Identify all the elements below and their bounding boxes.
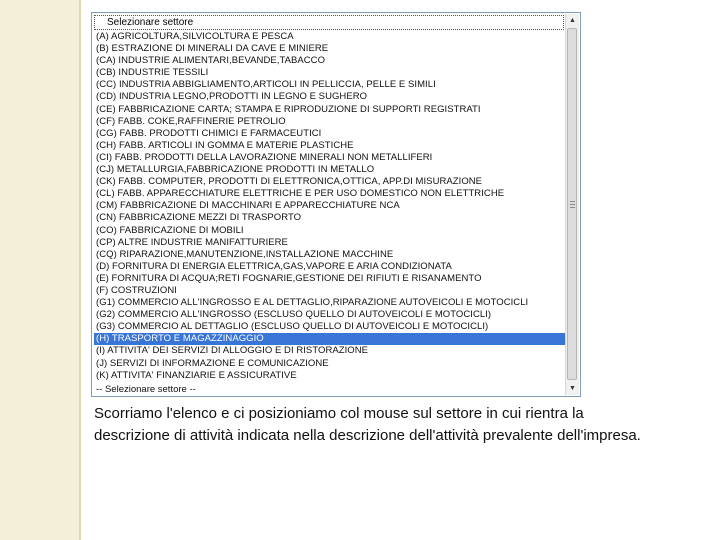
list-item[interactable]: (CE) FABBRICAZIONE CARTA; STAMPA E RIPRODUZIONE DI SUPPORTI REGISTRATI — [96, 103, 481, 115]
list-item[interactable]: (J) SERVIZI DI INFORMAZIONE E COMUNICAZIONE — [96, 357, 329, 369]
vertical-scrollbar[interactable] — [565, 14, 579, 395]
list-item[interactable]: (CK) FABB. COMPUTER, PRODOTTI DI ELETTRONICA,OTTICA, APP.DI MISURAZIONE — [96, 176, 483, 188]
decorative-left-band-edge — [79, 0, 81, 540]
list-item-selected[interactable]: (H) TRASPORTO E MAGAZZINAGGIO — [94, 333, 566, 345]
list-item[interactable]: (CC) INDUSTRIA ABBIGLIAMENTO,ARTICOLI IN PELLICCIA, PELLE E SIMILI — [96, 79, 436, 91]
instruction-caption — [94, 403, 709, 447]
sector-listbox[interactable] — [91, 12, 581, 397]
list-item[interactable]: (CB) INDUSTRIE TESSILI — [96, 67, 209, 79]
list-item[interactable]: (CF) FABB. COKE,RAFFINERIE PETROLIO — [96, 115, 286, 127]
listbox-header: Selezionare settore — [94, 15, 564, 30]
scroll-up-arrow-icon[interactable]: ▲ — [569, 17, 576, 24]
list-item[interactable]: (CG) FABB. PRODOTTI CHIMICI E FARMACEUTICI — [96, 127, 322, 139]
list-item[interactable]: (K) ATTIVITA' FINANZIARIE E ASSICURATIVE — [96, 369, 297, 381]
list-item[interactable]: (CH) FABB. ARTICOLI IN GOMMA E MATERIE PLASTICHE — [96, 139, 354, 151]
list-item[interactable]: (CD) INDUSTRIA LEGNO,PRODOTTI IN LEGNO E SUGHERO — [96, 91, 368, 103]
list-item[interactable]: (B) ESTRAZIONE DI MINERALI DA CAVE E MINIERE — [96, 43, 329, 55]
list-item[interactable]: (D) FORNITURA DI ENERGIA ELETTRICA,GAS,VAPORE E ARIA CONDIZIONATA — [96, 260, 452, 272]
list-item[interactable]: (CQ) RIPARAZIONE,MANUTENZIONE,INSTALLAZIONE MACCHINE — [96, 248, 394, 260]
decorative-left-band — [0, 0, 79, 540]
list-item[interactable]: (CO) FABBRICAZIONE DI MOBILI — [96, 224, 244, 236]
list-item[interactable]: (E) FORNITURA DI ACQUA;RETI FOGNARIE,GESTIONE DEI RIFIUTI E RISANAMENTO — [96, 272, 482, 284]
list-item[interactable]: (G2) COMMERCIO ALL'INGROSSO (ESCLUSO QUELLO DI AUTOVEICOLI E MOTOCICLI) — [96, 309, 492, 321]
list-item[interactable]: (F) COSTRUZIONI — [96, 284, 177, 296]
list-item[interactable]: (I) ATTIVITA' DEI SERVIZI DI ALLOGGIO E DI RISTORAZIONE — [96, 345, 369, 357]
list-item[interactable]: (CL) FABB. APPARECCHIATURE ELETTRICHE E PER USO DOMESTICO NON ELETTRICHE — [96, 188, 505, 200]
listbox-items[interactable] — [94, 31, 566, 386]
grip-line — [570, 204, 575, 205]
list-item[interactable]: (CN) FABBRICAZIONE MEZZI DI TRASPORTO — [96, 212, 302, 224]
list-item[interactable]: (A) AGRICOLTURA,SILVICOLTURA E PESCA — [96, 31, 294, 42]
caption-line-1: Scorriamo l'elenco e ci posizioniamo col mouse sul settore in cui rientra la — [94, 405, 584, 422]
list-item[interactable]: (G1) COMMERCIO ALL'INGROSSO E AL DETTAGLIO,RIPARAZIONE AUTOVEICOLI E MOTOCICLI — [96, 297, 529, 309]
list-item[interactable]: (CP) ALTRE INDUSTRIE MANIFATTURIERE — [96, 236, 288, 248]
listbox-footer-option[interactable]: -- Selezionare settore -- — [96, 384, 196, 395]
list-item[interactable]: (CM) FABBRICAZIONE DI MACCHINARI E APPARECCHIATURE NCA — [96, 200, 400, 212]
list-item[interactable]: (CI) FABB. PRODOTTI DELLA LAVORAZIONE MINERALI NON METALLIFERI — [96, 151, 433, 163]
list-item[interactable]: (CJ) METALLURGIA,FABBRICAZIONE PRODOTTI IN METALLO — [96, 164, 375, 176]
caption-line-2: descrizione di attività indicata nella descrizione dell'attività prevalente dell'impresa. — [94, 427, 641, 444]
grip-line — [570, 207, 575, 208]
list-item[interactable]: (G3) COMMERCIO AL DETTAGLIO (ESCLUSO QUELLO DI AUTOVEICOLI E MOTOCICLI) — [96, 321, 489, 333]
list-item[interactable]: (CA) INDUSTRIE ALIMENTARI,BEVANDE,TABACCO — [96, 55, 326, 67]
grip-line — [570, 201, 575, 202]
scroll-down-arrow-icon[interactable]: ▼ — [569, 385, 576, 392]
scroll-thumb[interactable] — [567, 28, 577, 380]
